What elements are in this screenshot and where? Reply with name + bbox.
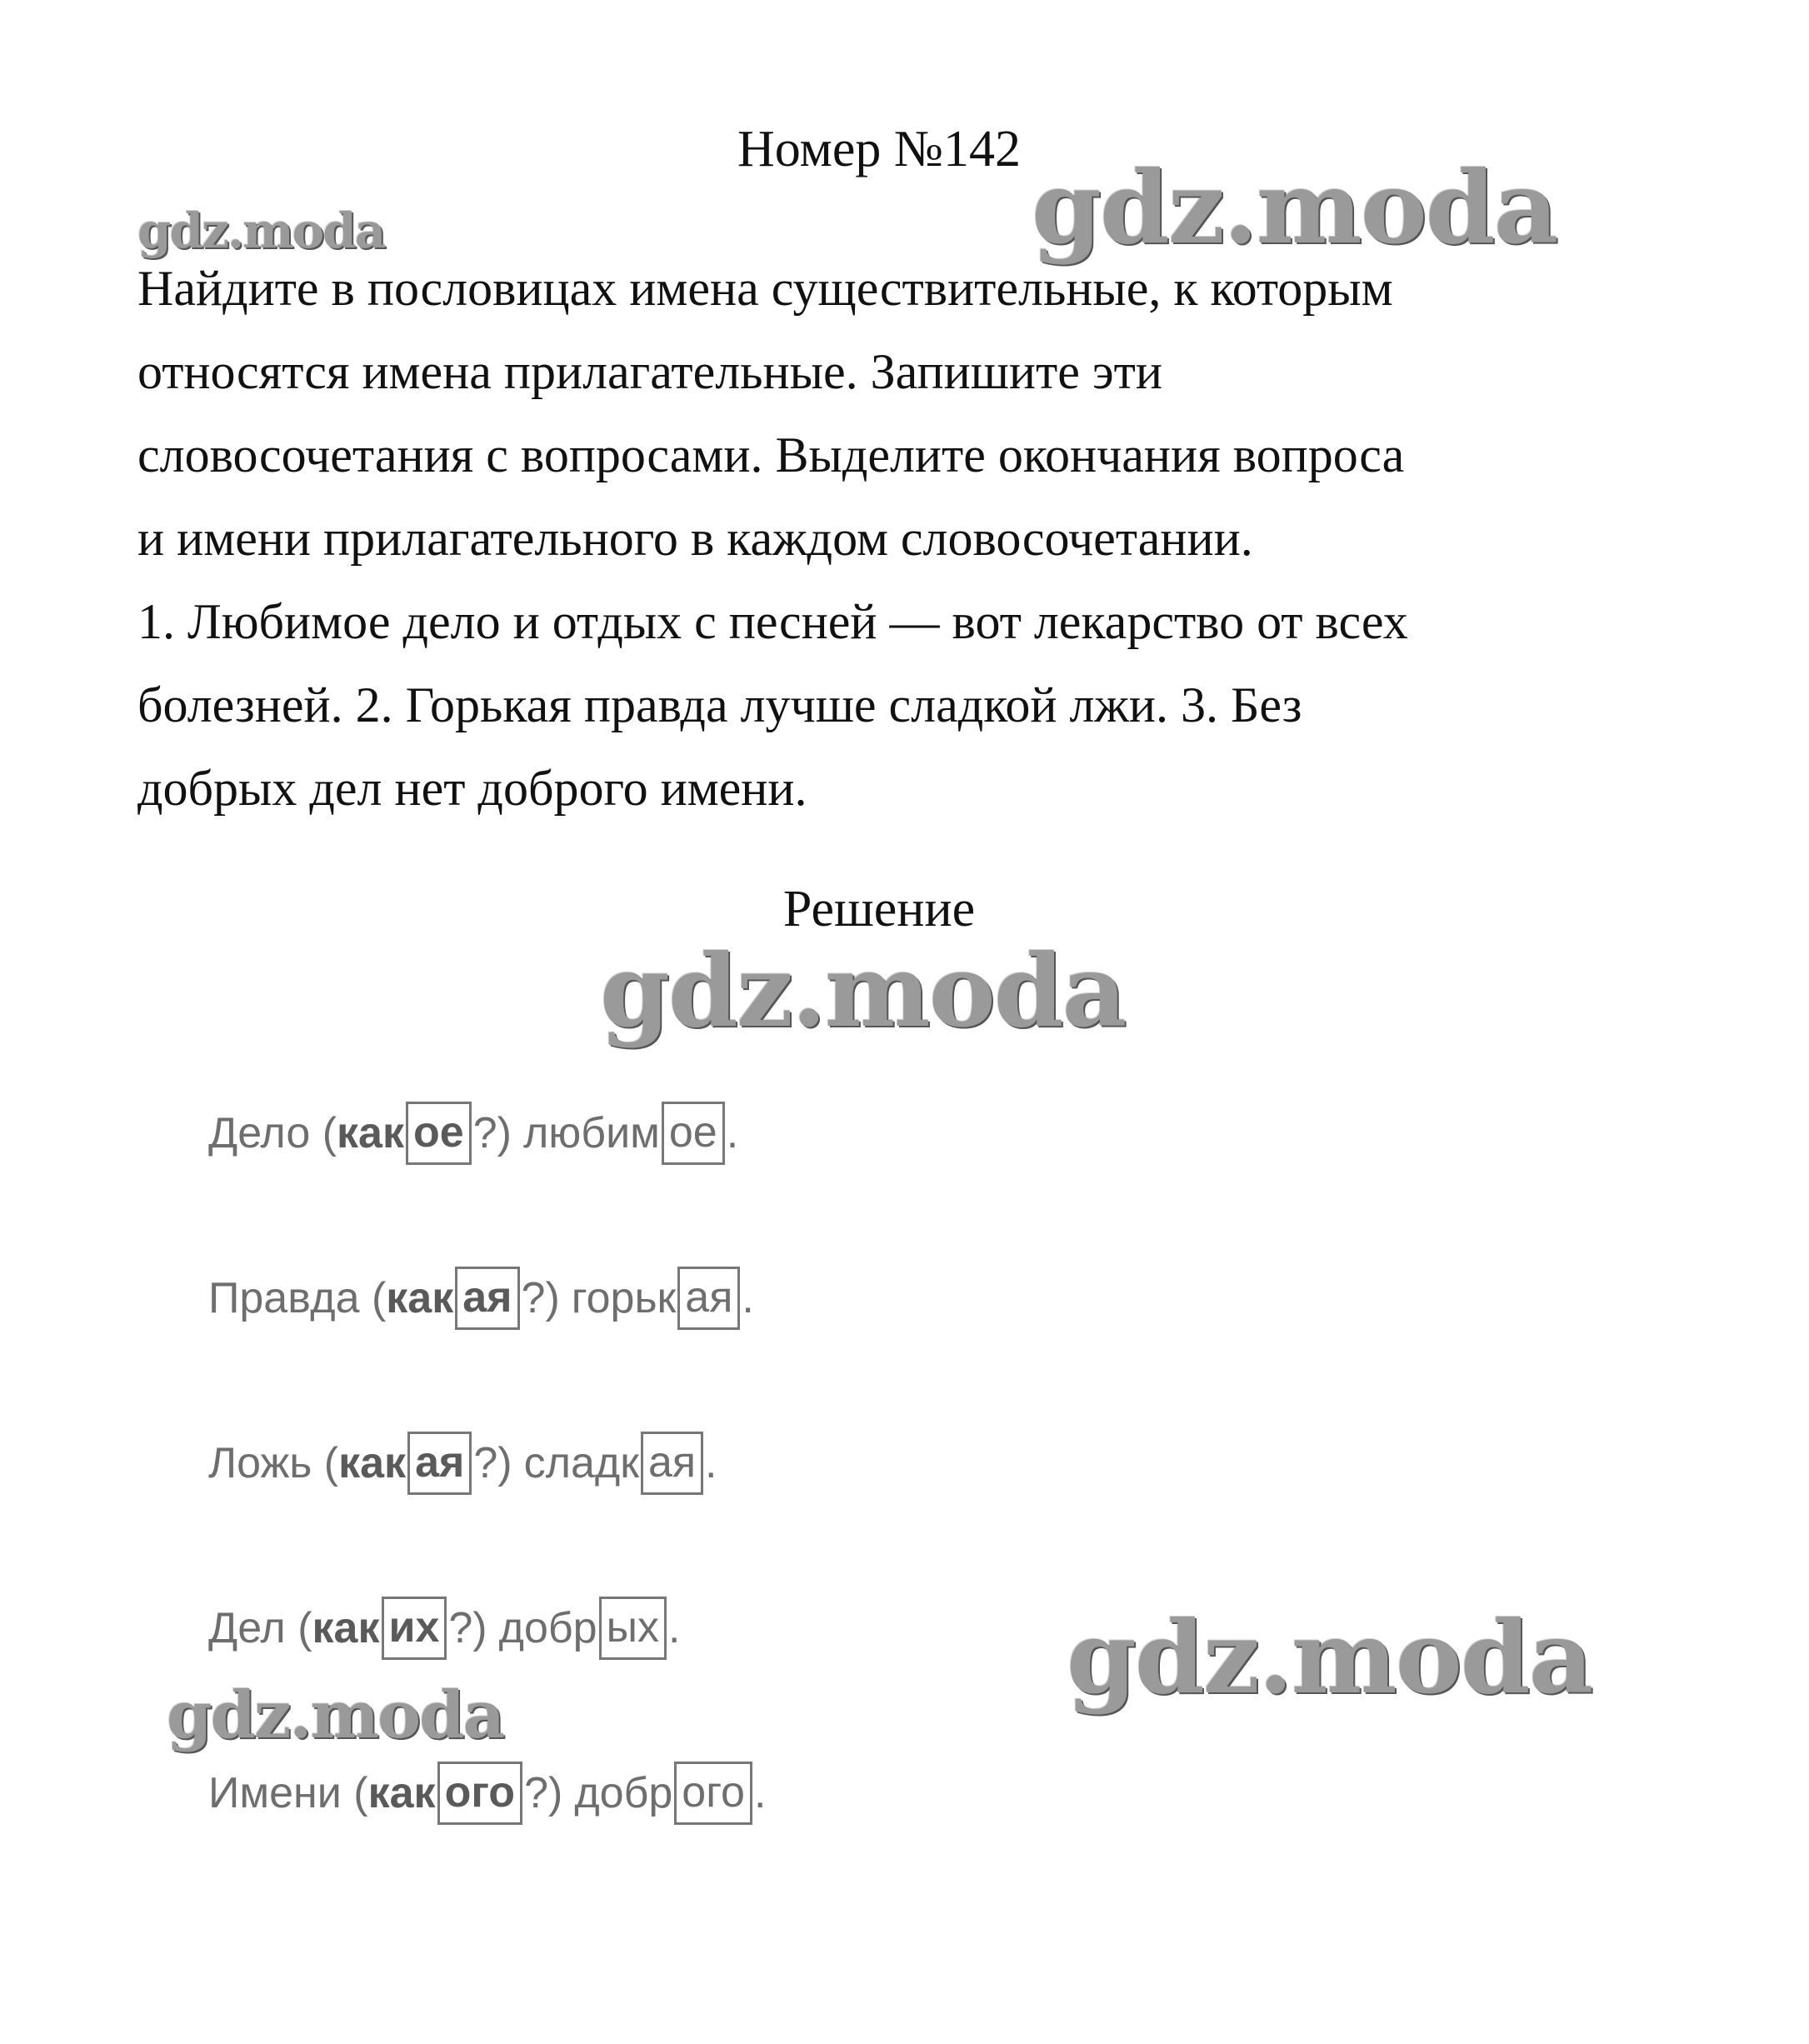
question-stem: как	[386, 1274, 454, 1322]
question-ending-box: ая	[407, 1432, 472, 1495]
task-line: словосочетания с вопросами. Выделите окончания вопроса	[137, 427, 1405, 482]
answer-dot: .	[753, 1769, 767, 1817]
watermark-logo: gdz.moda	[1032, 149, 1557, 267]
answer-row	[208, 1265, 754, 1332]
adjective-stem: добр	[574, 1769, 673, 1817]
question-ending-box: ого	[437, 1762, 523, 1825]
question-stem: как	[312, 1604, 380, 1652]
answer-noun: Ложь (	[208, 1439, 339, 1487]
answer-noun: Правда (	[208, 1274, 387, 1322]
task-line: добрых дел нет доброго имени.	[137, 761, 807, 816]
answer-noun: Дело (	[208, 1109, 337, 1157]
task-line: 1. Любимое дело и отдых с песней — вот лекарство от всех	[137, 594, 1408, 649]
adjective-stem: любим	[522, 1109, 660, 1157]
question-close: ?)	[448, 1604, 487, 1652]
watermark-logo: gdz.moda	[137, 202, 385, 259]
answer-dot: .	[726, 1109, 739, 1157]
task-line: Найдите в пословицах имена существительные, к которым	[137, 261, 1393, 316]
answer-row	[208, 1100, 738, 1167]
answer-noun: Имени (	[208, 1769, 368, 1817]
adjective-stem: добр	[498, 1604, 597, 1652]
task-line: и имени прилагательного в каждом словосочетании.	[137, 511, 1253, 566]
question-stem: как	[338, 1439, 407, 1487]
answer-row	[208, 1595, 680, 1662]
answer-row	[208, 1760, 766, 1827]
watermark-logo: gdz.moda	[600, 932, 1126, 1050]
question-ending-box: ая	[455, 1267, 519, 1330]
task-line: болезней. 2. Горькая правда лучше сладкой лжи. 3. Без	[137, 677, 1302, 732]
question-close: ?)	[472, 1109, 512, 1157]
adjective-stem: сладк	[523, 1439, 639, 1487]
answer-dot: .	[667, 1604, 681, 1652]
page-title: Номер №142	[737, 121, 1021, 177]
watermark-logo: gdz.moda	[1067, 1599, 1592, 1717]
solution-title: Решение	[782, 881, 976, 937]
question-ending-box: ое	[406, 1102, 472, 1165]
question-stem: как	[367, 1769, 436, 1817]
answer-noun: Дел (	[208, 1604, 312, 1652]
answer-dot: .	[705, 1439, 717, 1487]
adjective-stem: горьк	[571, 1274, 677, 1322]
adjective-ending-box: ое	[662, 1102, 725, 1165]
adjective-ending-box: ых	[599, 1597, 667, 1660]
task-text	[137, 247, 1621, 830]
question-close: ?)	[473, 1439, 512, 1487]
answer-dot: .	[742, 1274, 754, 1322]
watermark-logo: gdz.moda	[167, 1677, 504, 1753]
question-close: ?)	[524, 1769, 563, 1817]
question-ending-box: их	[382, 1597, 447, 1660]
answer-row	[208, 1430, 717, 1497]
task-line: относятся имена прилагательные. Запишите эти	[137, 344, 1162, 399]
adjective-ending-box: ого	[674, 1762, 752, 1825]
question-stem: как	[337, 1109, 405, 1157]
adjective-ending-box: ая	[641, 1432, 703, 1495]
question-close: ?)	[521, 1274, 560, 1322]
adjective-ending-box: ая	[677, 1267, 740, 1330]
